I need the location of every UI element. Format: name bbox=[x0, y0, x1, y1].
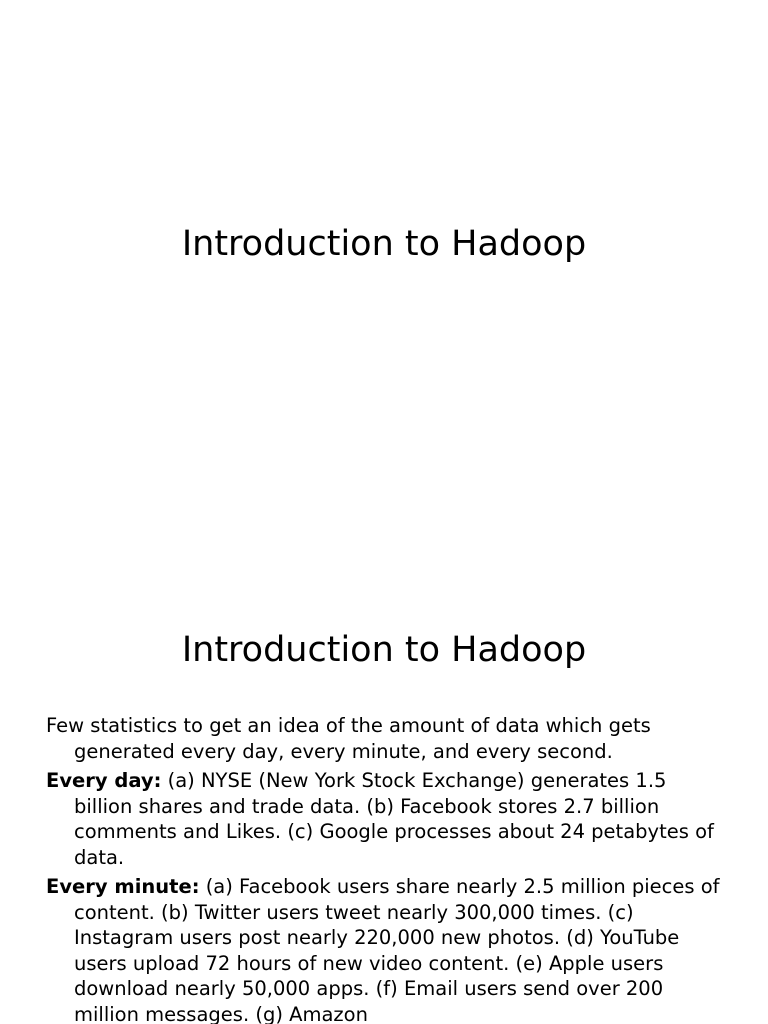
paragraph-text: (a) Facebook users share nearly 2.5 million pieces of content. (b) Twitter users tweet nearly 300,000 times. (c) Instagram users post nearly 220,000 new photos. (d) YouTube users upload 72 hours of new video content. (e) Apple users download nearly 50,000 apps. (f) Email users send over 200 million messages. (g) Amazon bbox=[74, 875, 720, 1024]
slide-title: Introduction to Hadoop bbox=[181, 224, 587, 264]
paragraph-text: Few statistics to get an idea of the amount of data which gets generated every day, every minute, and every second. bbox=[46, 714, 651, 763]
paragraph-lead: Every day: bbox=[46, 769, 162, 792]
slide-title: Introduction to Hadoop bbox=[181, 630, 587, 670]
paragraph-text: (a) NYSE (New York Stock Exchange) generates 1.5 billion shares and trade data. (b) Facebook stores 2.7 billion comments and Likes. (c) Google processes about 24 petabytes of data. bbox=[74, 769, 714, 869]
every-minute-paragraph bbox=[46, 874, 730, 1024]
slide-body bbox=[46, 713, 730, 1024]
paragraph-lead: Every minute: bbox=[46, 875, 200, 898]
intro-paragraph bbox=[46, 713, 730, 764]
slide-2 bbox=[0, 576, 768, 1024]
every-day-paragraph bbox=[46, 768, 730, 870]
